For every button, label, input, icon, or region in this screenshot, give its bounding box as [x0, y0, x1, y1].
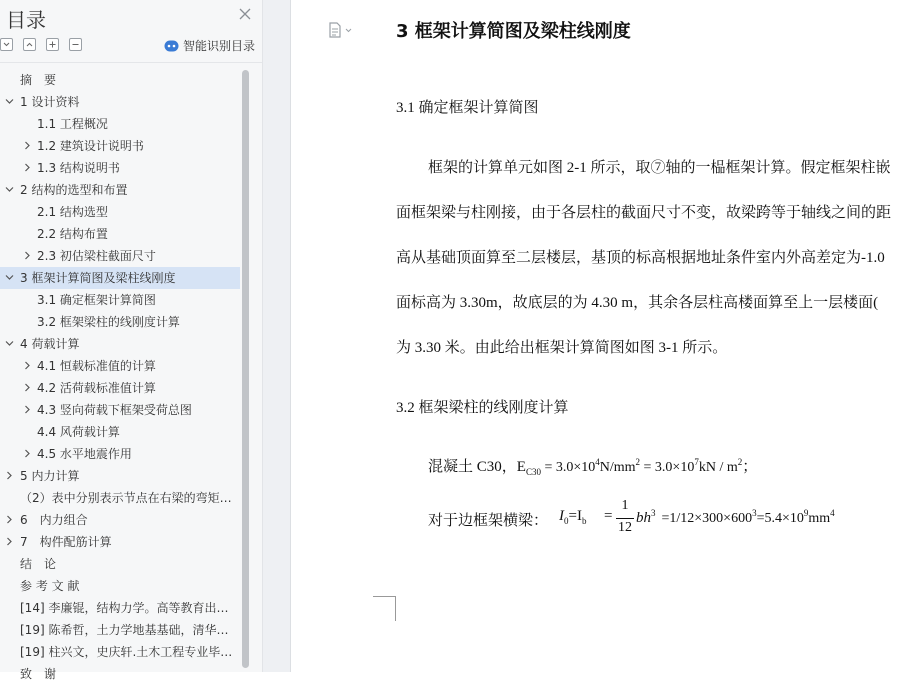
paragraph-line: 框架的计算单元如图 2-1 所示，取⑦轴的一榀框架计算。假定框架柱嵌 [428, 160, 891, 176]
toc-item-label: 3.1 确定框架计算简图 [37, 293, 156, 307]
toc-item[interactable] [0, 443, 240, 465]
add-item-icon[interactable] [46, 38, 59, 51]
toc-item-label: 3 框架计算简图及梁柱线刚度 [20, 271, 176, 285]
chevron-down-icon[interactable] [5, 273, 14, 282]
formula-unit: N/mm [599, 460, 636, 475]
chapter-heading: 3 框架计算简图及梁柱线刚度 [396, 21, 631, 42]
formula-end: ； [742, 459, 758, 475]
beam-prefix: 对于边框架横梁： [428, 513, 549, 529]
formula-sub: C30 [525, 467, 541, 477]
toc-item-label: [19] 柱兴文，史庆轩.土木工程专业毕… [20, 645, 233, 659]
toc-item-label: 1.3 结构说明书 [37, 161, 120, 175]
toc-item-label: （2）表中分别表示节点在右梁的弯矩… [20, 491, 232, 505]
chevron-down-icon[interactable] [5, 339, 14, 348]
toc-list [0, 69, 240, 685]
divider [0, 62, 262, 63]
toc-item-label: 3.2 框架梁柱的线刚度计算 [37, 315, 180, 329]
formula-result2: =5.4×10 [756, 511, 804, 526]
formula-exp: 9 [803, 508, 809, 518]
toc-title: 目录 [6, 8, 46, 32]
formula-eq2: = 3.0×10 [640, 460, 695, 475]
toc-item-label: 2 结构的选型和布置 [20, 183, 128, 197]
page-corner-mark [373, 596, 396, 621]
toc-sidebar [0, 0, 263, 681]
formula-result: =1/12×300×600 [661, 511, 753, 526]
chevron-down-icon[interactable] [5, 97, 14, 106]
toc-item-label: [14] 李廉锟，结构力学。高等教育出… [20, 601, 229, 615]
section-heading-3-1: 3.1 确定框架计算简图 [396, 100, 539, 116]
formula-exp: 3 [752, 508, 757, 518]
toc-item[interactable] [0, 311, 240, 333]
chevron-down-icon[interactable] [5, 185, 14, 194]
toc-item-label: 4.1 恒载标准值的计算 [37, 359, 156, 373]
formula-exp: 4 [830, 508, 835, 518]
formula-eq-sign: = [604, 508, 613, 524]
toc-item-label: 7 构件配筋计算 [20, 535, 112, 549]
toc-item[interactable] [0, 267, 240, 289]
chevron-right-icon[interactable] [23, 251, 32, 260]
formula-i: I [559, 508, 564, 524]
toc-item-label: 4.3 竖向荷载下框架受荷总图 [37, 403, 192, 417]
paragraph-line: 面框架梁与柱刚接，由于各层柱的截面尺寸不变，故梁跨等于轴线之间的距 [396, 205, 892, 221]
toc-item-label: 4.5 水平地震作用 [37, 447, 132, 461]
formula-unit: mm [808, 511, 831, 526]
toc-item-label: 6 内力组合 [20, 513, 88, 527]
document-menu-icon[interactable] [329, 22, 351, 38]
formula-unit: kN / m [698, 460, 738, 475]
toc-item-label: 4.4 风荷载计算 [37, 425, 120, 439]
toc-item-label: [19] 陈希哲，土力学地基基础，清华… [20, 623, 229, 637]
formula-eq: =I [568, 508, 582, 524]
chevron-right-icon[interactable] [23, 405, 32, 414]
formula-eq1: = 3.0×10 [540, 460, 596, 475]
toc-item-label: 致 谢 [20, 667, 57, 681]
toc-item[interactable] [0, 641, 240, 663]
toc-item-label: 2.2 结构布置 [37, 227, 108, 241]
chevron-right-icon[interactable] [23, 383, 32, 392]
toc-item[interactable] [0, 619, 240, 641]
toc-item[interactable] [0, 157, 240, 179]
toc-item-label: 2.3 初估梁柱截面尺寸 [37, 249, 156, 263]
chevron-right-icon[interactable] [5, 515, 14, 524]
toc-item[interactable] [0, 421, 240, 443]
toc-item[interactable] [0, 223, 240, 245]
chevron-right-icon[interactable] [23, 361, 32, 370]
toc-item[interactable] [0, 465, 240, 487]
toc-item-label: 2.1 结构选型 [37, 205, 108, 219]
formula-bh: bh [636, 510, 651, 526]
chevron-right-icon[interactable] [5, 471, 14, 480]
formula-exp: 2 [737, 457, 743, 467]
toc-item[interactable] [0, 355, 240, 377]
fraction-numerator: 1 [621, 498, 629, 513]
toc-item[interactable] [0, 333, 240, 355]
toc-item[interactable] [0, 377, 240, 399]
toc-item[interactable] [0, 663, 240, 685]
ai-toc-button[interactable] [164, 37, 255, 53]
paragraph-line: 为 3.30 米。由此给出框架计算简图如图 3-1 所示。 [396, 340, 728, 356]
toc-item[interactable] [0, 597, 240, 619]
close-icon[interactable] [237, 6, 253, 22]
fraction-bar [616, 518, 634, 519]
formula-exp: 4 [595, 457, 600, 467]
chevron-right-icon[interactable] [23, 141, 32, 150]
toc-item-label: 参 考 文 献 [20, 579, 80, 593]
toc-item-label: 1.1 工程概况 [37, 117, 108, 131]
toc-item-label: 摘 要 [20, 73, 57, 87]
toc-item[interactable] [0, 91, 240, 113]
chevron-right-icon[interactable] [23, 163, 32, 172]
paragraph-line: 高从基础顶面算至二层楼层，基顶的标高根据地址条件室内外高差定为-1.0 [396, 250, 885, 266]
formula-exp: 7 [694, 457, 699, 467]
collapse-all-icon[interactable] [0, 38, 13, 51]
beam-formula-i0 [559, 508, 586, 526]
beam-formula-result [636, 508, 835, 527]
chevron-right-icon[interactable] [5, 537, 14, 546]
toc-item[interactable] [0, 399, 240, 421]
paragraph-line: 面标高为 3.30m，故底层的为 4.30 m，其余各层柱高楼面算至上一层楼面( [396, 295, 879, 311]
toc-item[interactable] [0, 531, 240, 553]
remove-item-icon[interactable] [69, 38, 82, 51]
toc-item[interactable] [0, 509, 240, 531]
ai-toc-label: 智能识别目录 [183, 38, 256, 53]
toc-item-label: 1.2 建筑设计说明书 [37, 139, 144, 153]
toc-item[interactable] [0, 113, 240, 135]
toc-item-label: 5 内力计算 [20, 469, 80, 483]
toc-item[interactable] [0, 201, 240, 223]
scrollbar-thumb[interactable] [242, 70, 249, 668]
formula-e: E [516, 459, 526, 475]
toc-item[interactable] [0, 289, 240, 311]
toc-item[interactable] [0, 179, 240, 201]
concrete-formula [428, 455, 757, 477]
fraction-denominator: 12 [618, 520, 632, 535]
chevron-right-icon[interactable] [23, 449, 32, 458]
toc-item[interactable] [0, 553, 240, 575]
toc-item-label: 4.2 活荷载标准值计算 [37, 381, 156, 395]
toc-item[interactable] [0, 135, 240, 157]
formula-exp: 2 [635, 457, 641, 467]
section-heading-3-2: 3.2 框架梁柱的线刚度计算 [396, 400, 569, 416]
formula-exp: 3 [651, 508, 656, 518]
toc-item[interactable] [0, 487, 240, 509]
expand-up-icon[interactable] [23, 38, 36, 51]
toc-item[interactable] [0, 575, 240, 597]
formula-sub: 0 [564, 516, 569, 526]
robot-icon [164, 39, 179, 52]
toc-item-label: 4 荷载计算 [20, 337, 80, 351]
toc-item-label: 结 论 [20, 557, 57, 571]
formula-sub: b [581, 516, 587, 526]
toc-item[interactable] [0, 245, 240, 267]
toc-item[interactable] [0, 69, 240, 91]
toc-item-label: 1 设计资料 [20, 95, 80, 109]
concrete-prefix: 混凝土 C30， [428, 459, 517, 475]
